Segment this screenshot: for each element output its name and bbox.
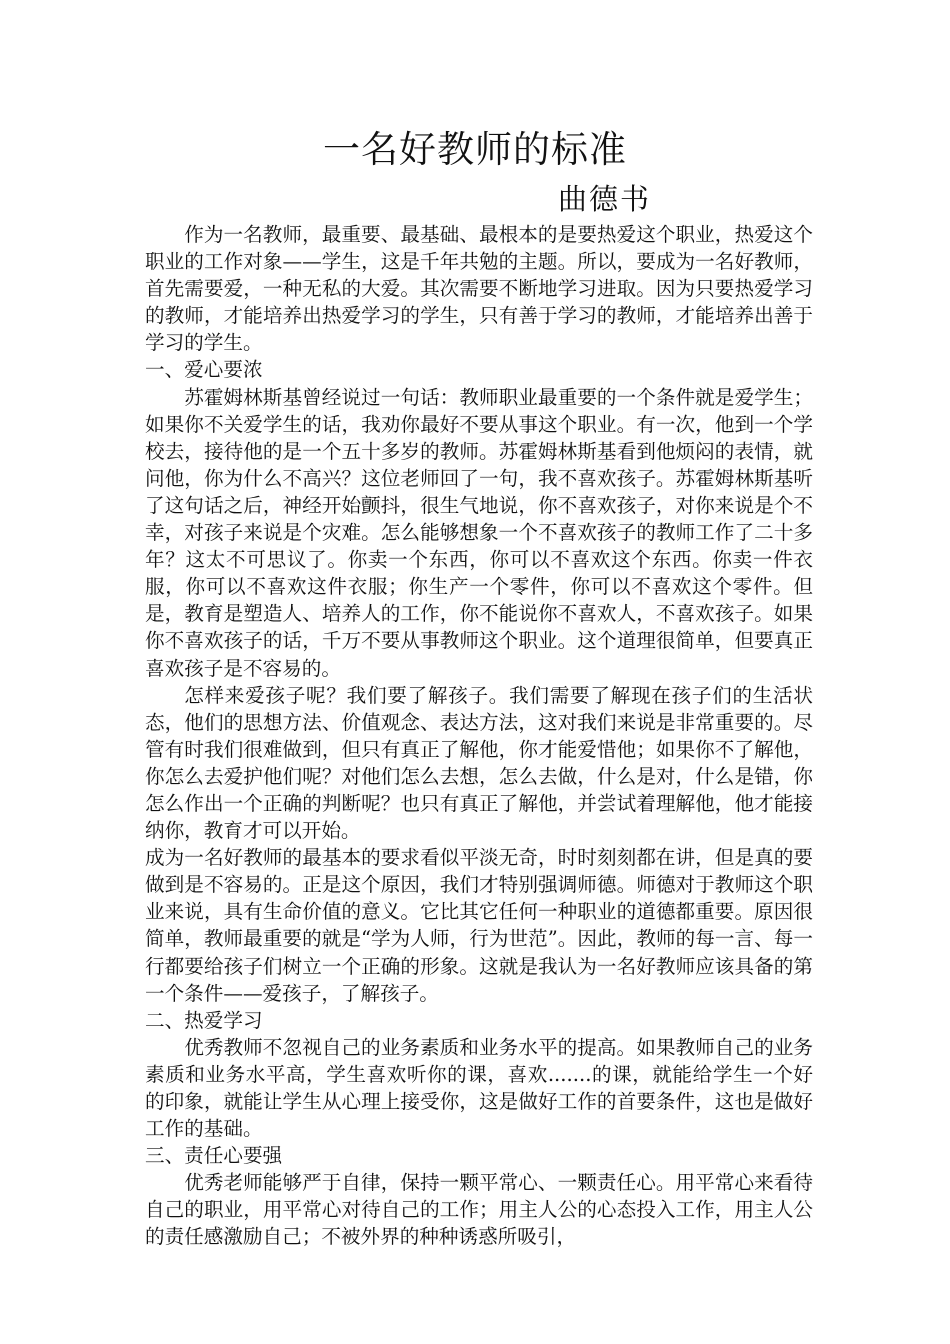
section-learning-paragraph-1: 优秀教师不忽视自己的业务素质和业务水平的提高。如果教师自己的业务素质和业务水平高，学生喜欢听你的课，喜欢.......的课，就能给学生一个好的印象，就能让学生从心理上接受你，这是做好工作的首要条件，这也是做好工作的基础。 bbox=[145, 1035, 813, 1141]
section-responsibility-paragraph-1: 优秀老师能够严于自律，保持一颗平常心、一颗责任心。用平常心来看待自己的职业，用平常心对待自己的工作；用主人公的心态投入工作，用主人公的责任感激励自己；不被外界的种种诱惑所吸引， bbox=[145, 1171, 813, 1249]
document-title: 一名好教师的标准 bbox=[323, 128, 627, 171]
section-heading-learning: 二、热爱学习 bbox=[145, 1008, 263, 1032]
document-author: 曲德书 bbox=[558, 182, 652, 216]
document-body bbox=[145, 221, 813, 1251]
intro-paragraph: 作为一名教师，最重要、最基础、最根本的是要热爱这个职业，热爱这个职业的工作对象——学生，这是千年共勉的主题。所以，要成为一名好教师，首先需要爱，一种无私的大爱。其次需要不断地学习进取。因为只要热爱学习的教师，才能培养出热爱学习的学生，只有善于学习的教师，才能培养出善于学习的学生。 bbox=[145, 223, 813, 355]
section-heading-love: 一、爱心要浓 bbox=[145, 358, 263, 382]
section-love-paragraph-3: 成为一名好教师的最基本的要求看似平淡无奇，时时刻刻都在讲，但是真的要做到是不容易的。正是这个原因，我们才特别强调师德。师德对于教师这个职业来说，具有生命价值的意义。它比其它任何一种职业的道德都重要。原因很简单，教师最重要的就是“学为人师，行为世范”。因此，教师的每一言、每一行都要给孩子们树立一个正确的形象。这就是我认为一名好教师应该具备的第一个条件——爱孩子，了解孩子。 bbox=[145, 846, 813, 1005]
section-love-paragraph-1: 苏霍姆林斯基曾经说过一句话：教师职业最重要的一个条件就是爱学生；如果你不关爱学生的话，我劝你最好不要从事这个职业。有一次，他到一个学校去，接待他的是一个五十多岁的教师。苏霍姆林斯基看到他烦闷的表情，就问他，你为什么不高兴？这位老师回了一句，我不喜欢孩子。苏霍姆林斯基听了这句话之后，神经开始颤抖，很生气地说，你不喜欢孩子，对你来说是个不幸，对孩子来说是个灾难。怎么能够想象一个不喜欢孩子的教师工作了二十多年？这太不可思议了。你卖一个东西，你可以不喜欢这个东西。你卖一件衣服，你可以不喜欢这件衣服；你生产一个零件，你可以不喜欢这个零件。但是，教育是塑造人、培养人的工作，你不能说你不喜欢人，不喜欢孩子。如果你不喜欢孩子的话，千万不要从事教师这个职业。这个道理很简单，但要真正喜欢孩子是不容易的。 bbox=[145, 385, 813, 680]
section-heading-responsibility: 三、责任心要强 bbox=[145, 1144, 283, 1168]
section-love-paragraph-2: 怎样来爱孩子呢？我们要了解孩子。我们需要了解现在孩子们的生活状态，他们的思想方法、价值观念、表达方法，这对我们来说是非常重要的。尽管有时我们很难做到，但只有真正了解他，你才能爱惜他；如果你不了解他，你怎么去爱护他们呢？对他们怎么去想，怎么去做，什么是对，什么是错，你怎么作出一个正确的判断呢？也只有真正了解他，并尝试着理解他，他才能接纳你，教育才可以开始。 bbox=[145, 683, 813, 843]
